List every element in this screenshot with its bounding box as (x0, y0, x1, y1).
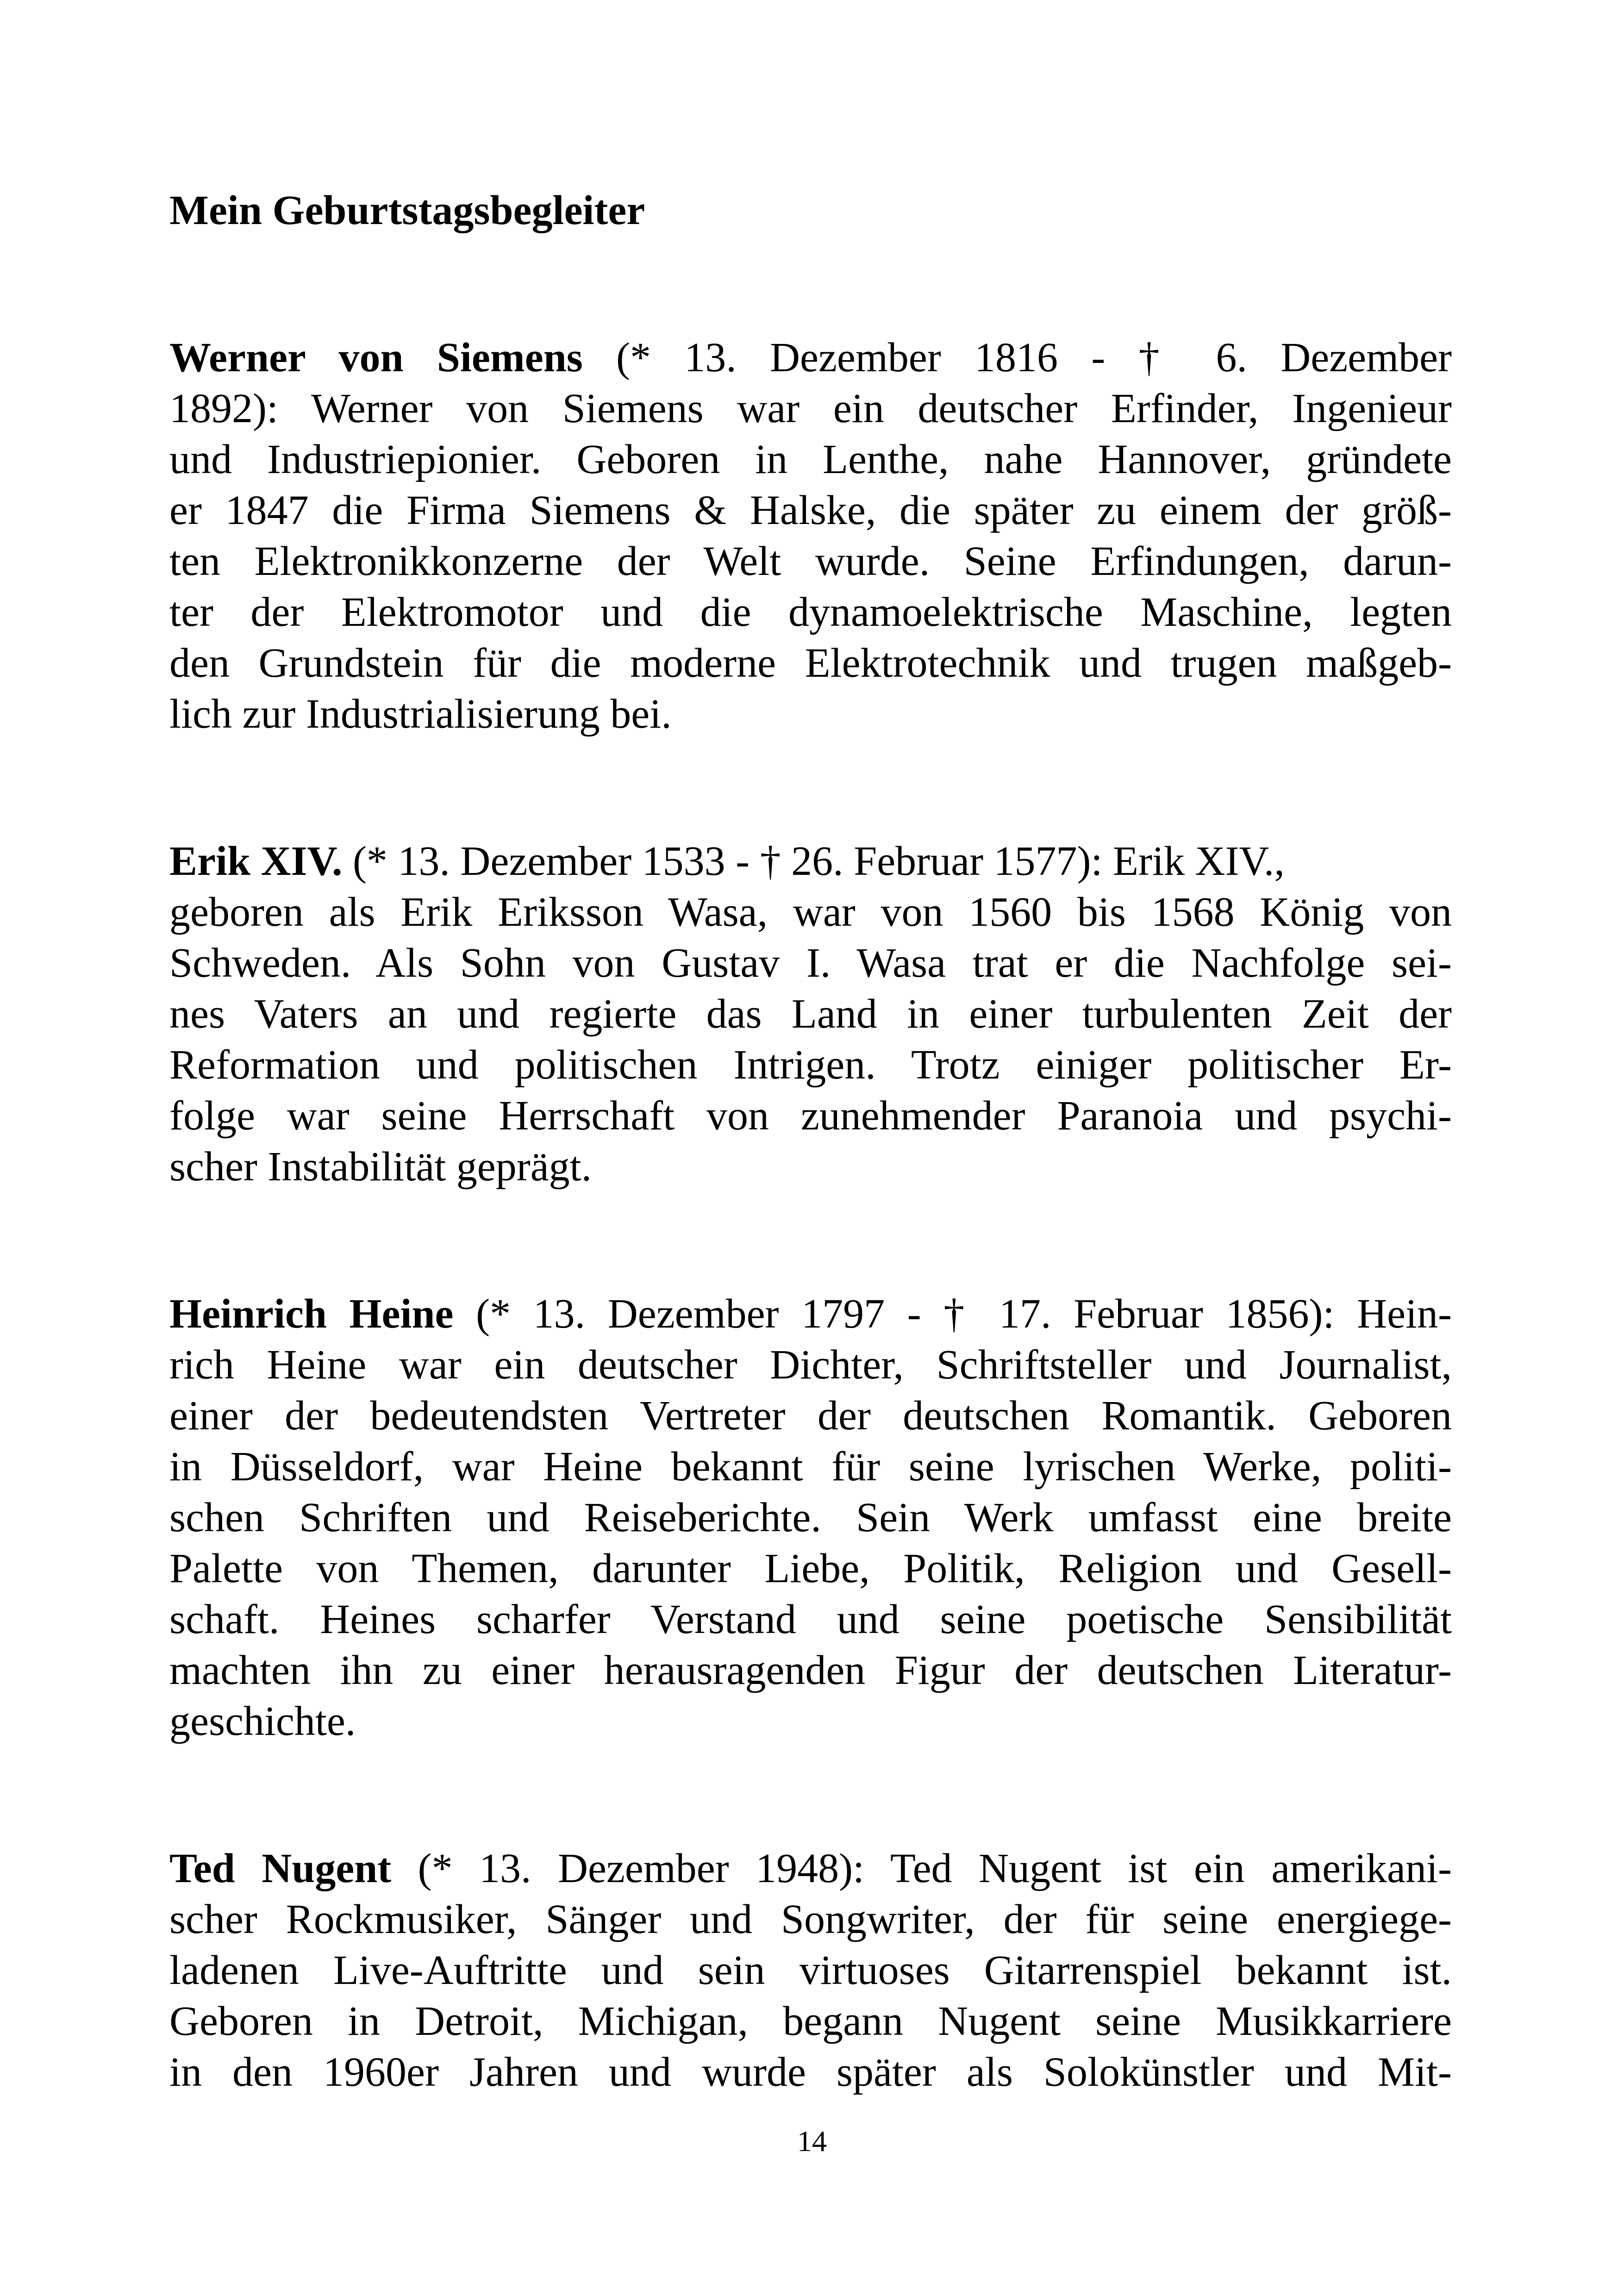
entry-line: lich zur Industrialisierung bei. (169, 691, 672, 737)
entry-line: Palette von Themen, darunter Liebe, Politik, Religion und Gesell- (169, 1546, 1452, 1591)
entry-line: schen Schriften und Reiseberichte. Sein Werk umfasst eine breite (169, 1495, 1452, 1540)
entry-name: Erik XIV. (169, 838, 343, 884)
entry-line: Heinrich Heine (* 13. Dezember 1797 - † 17. Februar 1856): Hein- (169, 1291, 1452, 1337)
entry-line: Schweden. Als Sohn von Gustav I. Wasa trat er die Nachfolge sei- (169, 940, 1452, 986)
entry-line: Erik XIV. (* 13. Dezember 1533 - † 26. Februar 1577): Erik XIV., (169, 838, 1285, 884)
entry-line: scher Rockmusiker, Sänger und Songwriter, der für seine energiege- (169, 1896, 1452, 1942)
entry-line: Ted Nugent (* 13. Dezember 1948): Ted Nugent ist ein amerikani- (169, 1846, 1452, 1891)
entry-line: nes Vaters an und regierte das Land in einer turbulenten Zeit der (169, 991, 1452, 1037)
entry-line: er 1847 die Firma Siemens & Halske, die später zu einem der größ- (169, 487, 1452, 533)
entry-line: und Industriepionier. Geboren in Lenthe, nahe Hannover, gründete (169, 437, 1452, 482)
entry-line: einer der bedeutendsten Vertreter der deutschen Romantik. Geboren (169, 1393, 1452, 1439)
entry-line: in Düsseldorf, war Heine bekannt für seine lyrischen Werke, politi- (169, 1444, 1452, 1490)
entry-werner-von-siemens (169, 332, 1452, 740)
entry-line: Reformation und politischen Intrigen. Trotz einiger politischer Er- (169, 1042, 1452, 1088)
entry-line: ten Elektronikkonzerne der Welt wurde. Seine Erfindungen, darun- (169, 538, 1452, 584)
entry-line: geboren als Erik Eriksson Wasa, war von 1560 bis 1568 König von (169, 889, 1452, 935)
entry-line: ter der Elektromotor und die dynamoelektrische Maschine, legten (169, 589, 1452, 635)
entry-line: Werner von Siemens (* 13. Dezember 1816 - † 6. Dezember (169, 335, 1452, 380)
entry-erik-xiv (169, 836, 1452, 1192)
entry-line: ladenen Live-Auftritte und sein virtuoses Gitarrenspiel bekannt ist. (169, 1947, 1452, 1993)
entry-line: geschichte. (169, 1698, 356, 1744)
entry-ted-nugent (169, 1843, 1452, 2098)
entry-line: scher Instabilität geprägt. (169, 1144, 592, 1190)
entry-heinrich-heine (169, 1289, 1452, 1747)
entry-line: machten ihn zu einer herausragenden Figur der deutschen Literatur- (169, 1647, 1452, 1693)
entry-line: in den 1960er Jahren und wurde später als Solokünstler und Mit- (169, 2049, 1452, 2095)
page-heading: Mein Geburtstagsbegleiter (169, 187, 645, 233)
entry-name: Werner von Siemens (169, 335, 583, 380)
entry-line: schaft. Heines scharfer Verstand und seine poetische Sensibilität (169, 1597, 1452, 1642)
page-number: 14 (797, 2125, 827, 2158)
entry-line: Geboren in Detroit, Michigan, begann Nugent seine Musikkarriere (169, 1998, 1452, 2044)
entry-line: den Grundstein für die moderne Elektrotechnik und trugen maßgeb- (169, 640, 1452, 686)
entry-line: folge war seine Herrschaft von zunehmender Paranoia und psychi- (169, 1093, 1452, 1139)
entry-line: rich Heine war ein deutscher Dichter, Schriftsteller und Journalist, (169, 1342, 1452, 1388)
page-body (169, 185, 1452, 2194)
entry-name: Heinrich Heine (169, 1291, 454, 1337)
entry-line: 1892): Werner von Siemens war ein deutscher Erfinder, Ingenieur (169, 386, 1452, 431)
entry-name: Ted Nugent (169, 1846, 392, 1891)
